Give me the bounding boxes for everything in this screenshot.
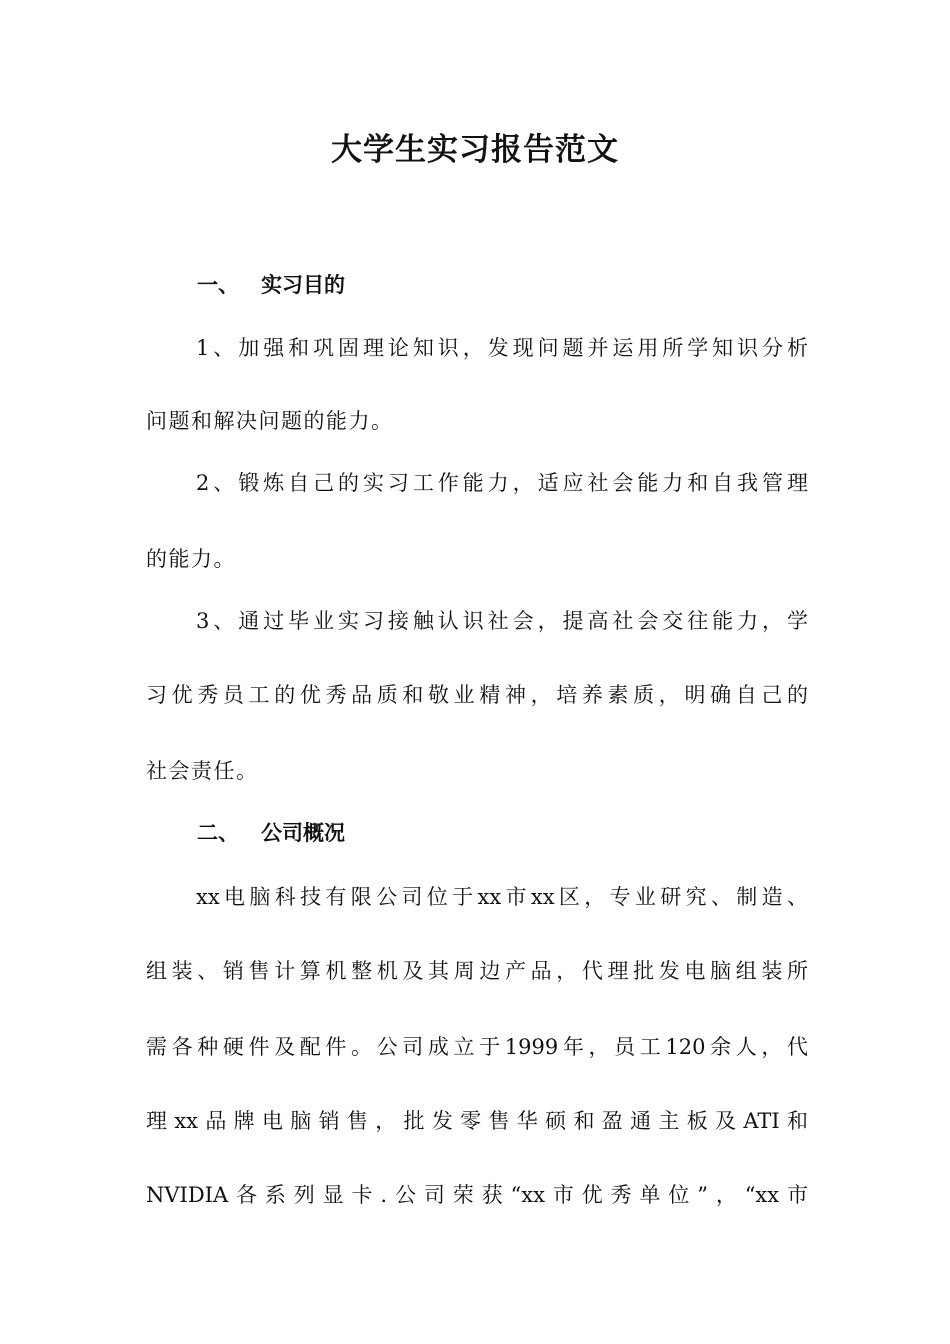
paragraph-line: 问题和解决问题的能力。 <box>146 409 394 433</box>
section-heading-purpose <box>197 268 345 302</box>
paragraph-line: 需各种硬件及配件。公司成立于1999年，员工120余人，代 <box>146 1035 808 1059</box>
paragraph-line: 3、通过毕业实习接触认识社会，提高社会交往能力，学 <box>196 609 808 633</box>
paragraph-line: 社会责任。 <box>146 759 259 783</box>
section-heading-company <box>197 816 345 850</box>
paragraph-line: 1、加强和巩固理论知识，发现问题并运用所学知识分析 <box>196 336 808 360</box>
paragraph-line: 2、锻炼自己的实习工作能力，适应社会能力和自我管理 <box>196 471 808 495</box>
section-title: 公司概况 <box>261 821 345 845</box>
section-title: 实习目的 <box>261 273 345 297</box>
paragraph-line: xx电脑科技有限公司位于xx市xx区，专业研究、制造、 <box>196 885 808 909</box>
section-number: 一、 <box>197 273 239 297</box>
document-title: 大学生实习报告范文 <box>331 132 619 168</box>
paragraph-line: 的能力。 <box>146 547 236 571</box>
paragraph-line: 习优秀员工的优秀品质和敬业精神，培养素质，明确自己的 <box>146 683 808 707</box>
section-number: 二、 <box>197 821 239 845</box>
paragraph-line: 组装、销售计算机整机及其周边产品，代理批发电脑组装所 <box>146 959 808 983</box>
paragraph-line: NVIDIA各系列显卡.公司荣获“xx市优秀单位”，“xx市 <box>146 1183 808 1207</box>
paragraph-line: 理xx品牌电脑销售，批发零售华硕和盈通主板及ATI和 <box>146 1109 808 1133</box>
